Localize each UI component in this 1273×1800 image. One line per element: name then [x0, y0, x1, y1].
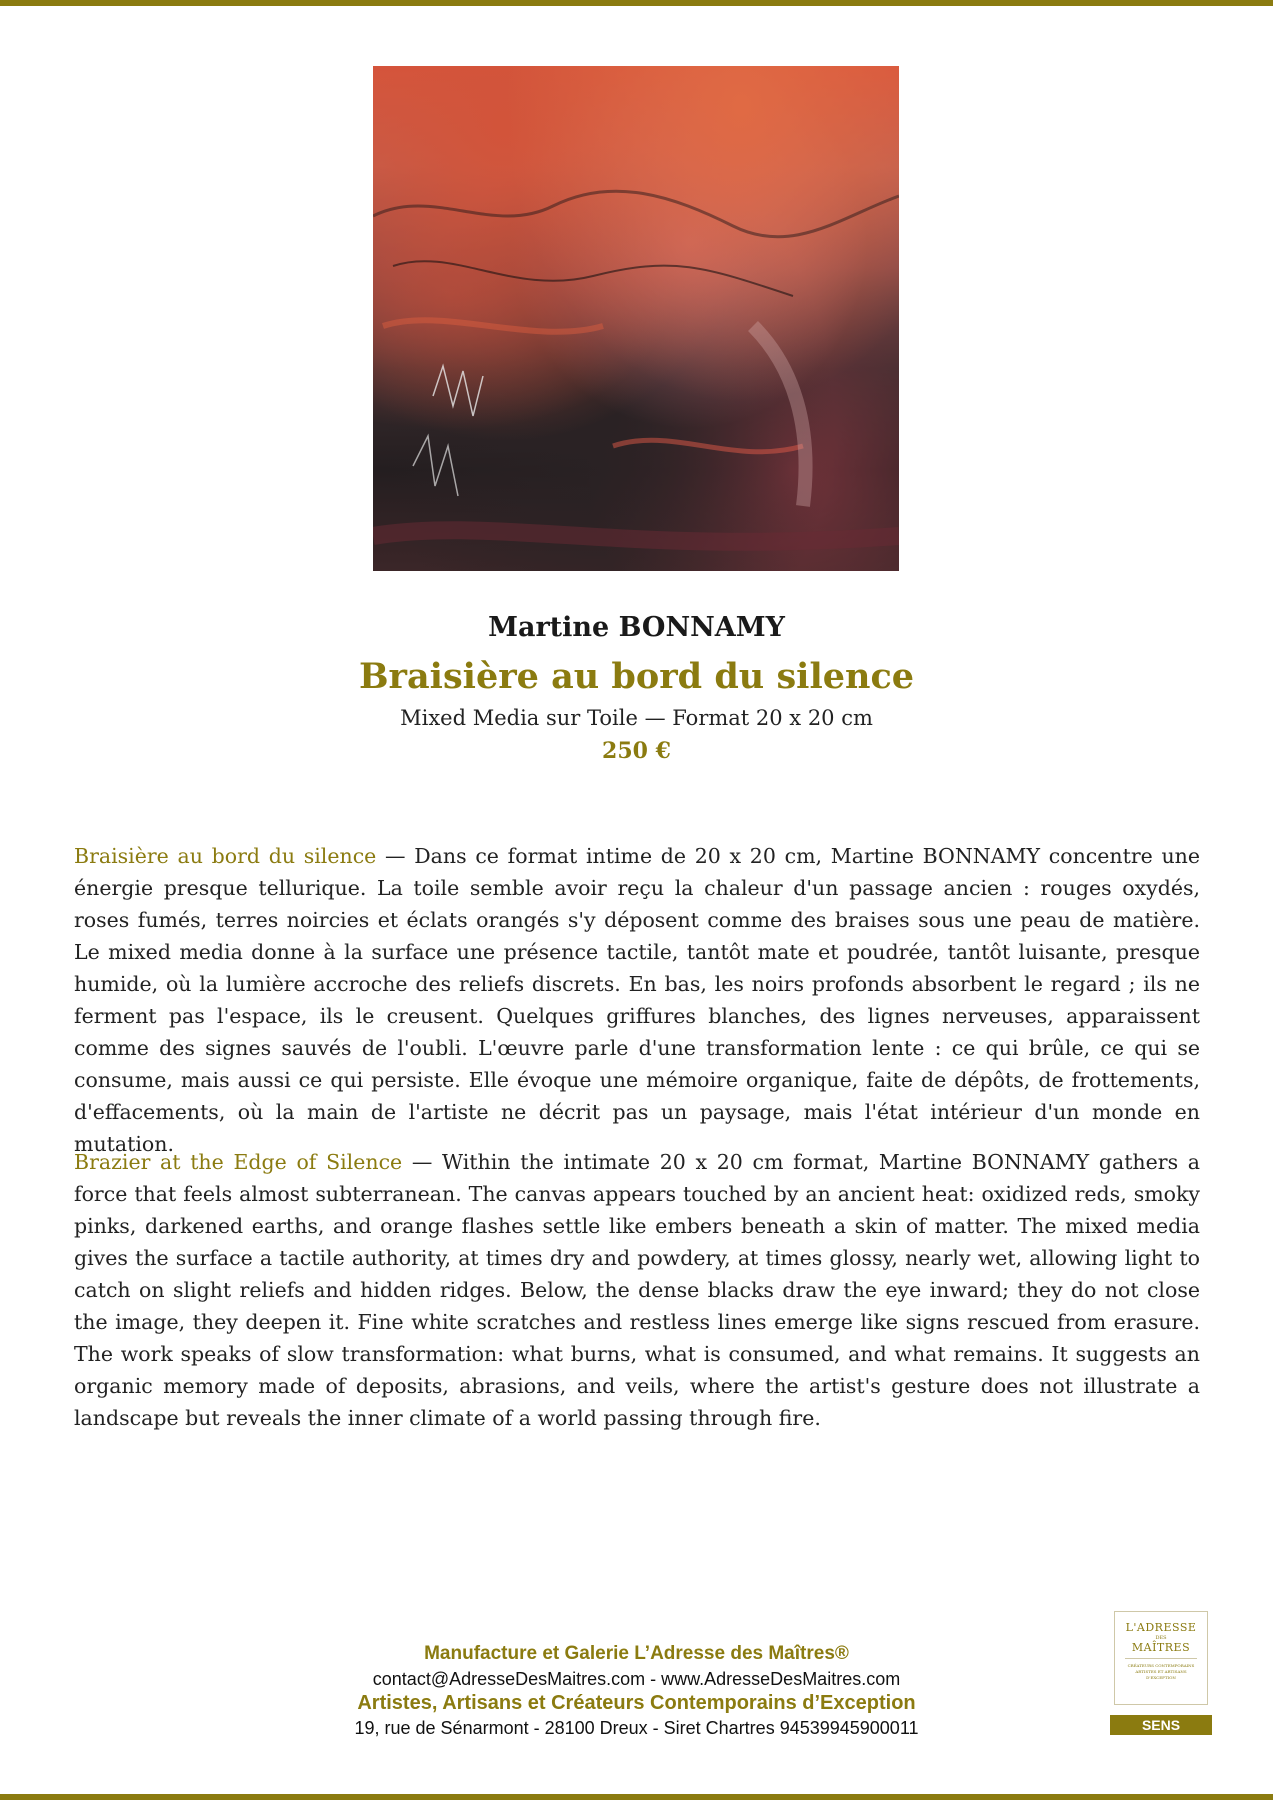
artwork-image: [373, 66, 899, 571]
logo-tagline: CRÉATEURS CONTEMPORAINS ARTISTES ET ARTISANS D'EXCEPTION: [1127, 1663, 1195, 1680]
artwork-format: Mixed Media sur Toile — Format 20 x 20 cm: [400, 706, 873, 730]
artwork-texture: [373, 66, 899, 571]
artwork-title: Braisière au bord du silence: [358, 656, 915, 697]
footer-contact: contact@AdresseDesMaitres.com - www.AdresseDesMaitres.com: [372, 1669, 901, 1689]
artwork-price: 250 €: [602, 738, 671, 764]
sens-badge: SENS: [1110, 1715, 1212, 1735]
logo-line-1: L'ADRESSE: [1125, 1621, 1197, 1634]
description-english-title: Brazier at the Edge of Silence: [74, 1150, 403, 1174]
logo-divider: [1125, 1658, 1197, 1659]
footer-tagline: Artistes, Artisans et Créateurs Contemporains d’Exception: [357, 1692, 916, 1714]
bottom-border: [0, 1794, 1273, 1800]
description-french: [74, 840, 1200, 1160]
footer-address: 19, rue de Sénarmont - 28100 Dreux - Siret Chartres 94539945900011: [354, 1718, 919, 1738]
artist-name: Martine BONNAMY: [488, 612, 785, 643]
logo-line-2: DES: [1155, 1635, 1167, 1641]
description-english-text: — Within the intimate 20 x 20 cm format, Martine BONNAMY gathers a force that feels almost subterranean. The canvas appears touched by an ancient heat: oxidized reds, smoky pinks, darkened earths, and orange flashes settle like embers beneath a skin of matter. The mixed media gives the surface a tactile authority, at times dry and powdery, at times glossy, nearly wet, allowing light to catch on slight reliefs and hidden ridges. Below, the dense blacks draw the eye inward; they do not close the image, they deepen it. Fine white scratches and restless lines emerge like signs rescued from erasure. The work speaks of slow transformation: what burns, what is consumed, and what remains. It suggests an organic memory made of deposits, abrasions, and veils, where the artist's gesture does not illustrate a landscape but reveals the inner climate of a world passing through fire.: [74, 1150, 1200, 1430]
gallery-logo: [1114, 1611, 1208, 1705]
description-english: [74, 1146, 1200, 1434]
logo-line-3: MAÎTRES: [1131, 1641, 1191, 1654]
footer-gallery-name: Manufacture et Galerie L’Adresse des Maîtres®: [424, 1643, 849, 1664]
description-french-title: Braisière au bord du silence: [74, 844, 377, 868]
description-french-text: — Dans ce format intime de 20 x 20 cm, Martine BONNAMY concentre une énergie presque tellurique. La toile semble avoir reçu la chaleur d'un passage ancien : rouges oxydés, roses fumés, terres noircies et éclats orangés s'y déposent comme des braises sous une peau de matière. Le mixed media donne à la surface une présence tactile, tantôt mate et poudrée, tantôt luisante, presque humide, où la lumière accroche des reliefs discrets. En bas, les noirs profonds absorbent le regard ; ils ne ferment pas l'espace, ils le creusent. Quelques griffures blanches, des lignes nerveuses, apparaissent comme des signes sauvés de l'oubli. L'œuvre parle d'une transformation lente : ce qui brûle, ce qui se consume, mais aussi ce qui persiste. Elle évoque une mémoire organique, faite de dépôts, de frottements, d'effacements, où la main de l'artiste ne décrit pas un paysage, mais l'état intérieur d'un monde en mutation.: [74, 844, 1200, 1156]
top-border: [0, 0, 1273, 6]
